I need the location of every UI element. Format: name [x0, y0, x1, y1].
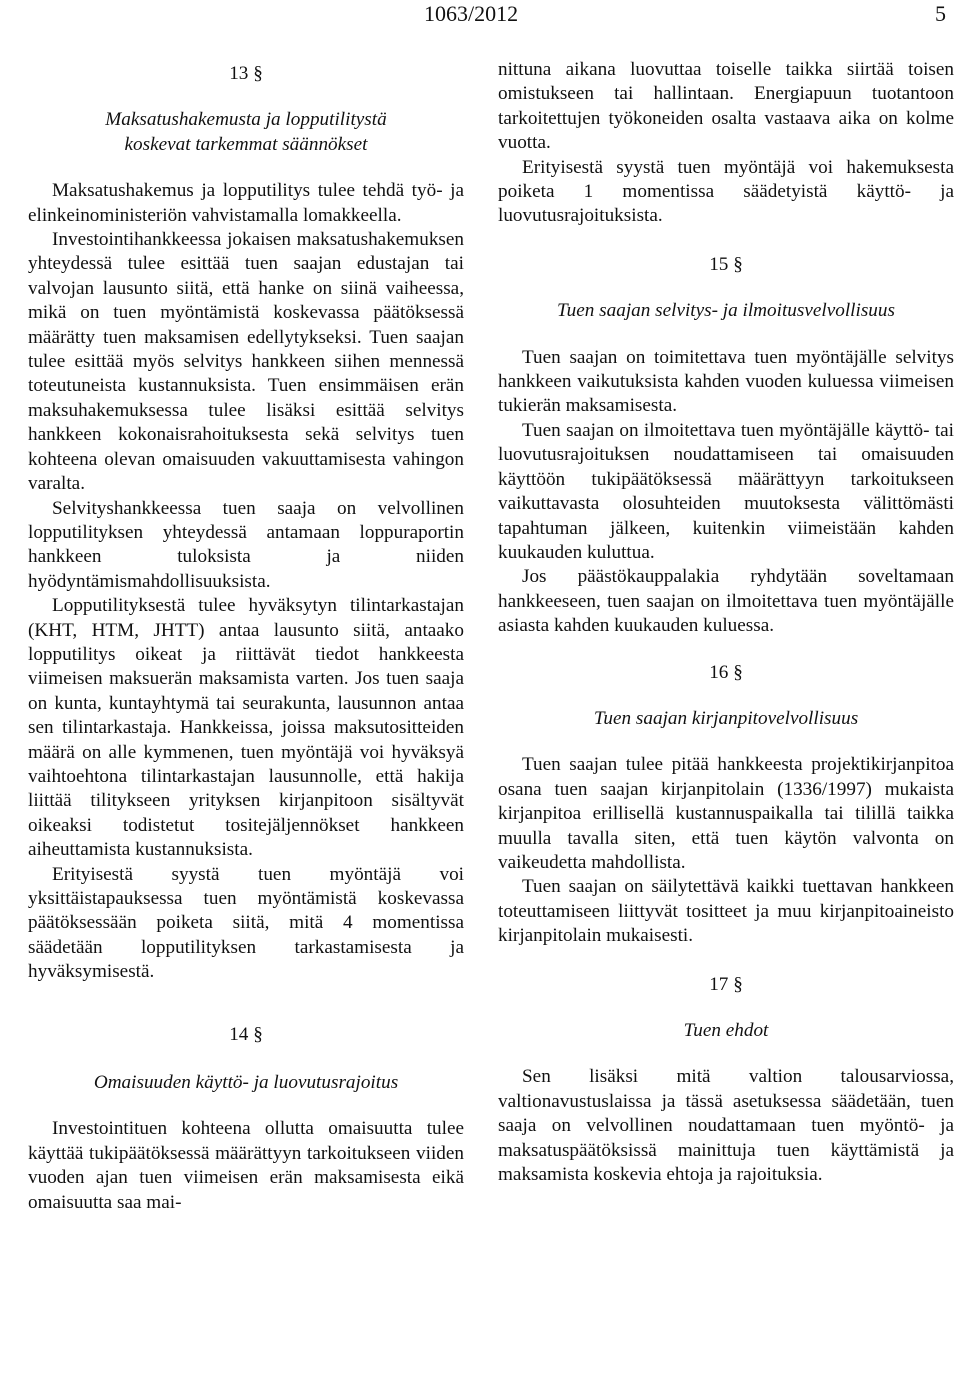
section-17-number: 17 § [709, 973, 743, 995]
section-15-paragraph: Tuen saajan on ilmoitettava tuen myöntäjälle käyttö- tai luovutusrajoituksen noudattamiseen tai omaisuuden käyttöön tukipäätöksessä määrättyyn tarkoitukseen vaikuttavasta olosuhteiden muutoksesta välittömästi tapahtuman jälkeen, kuitenkin viimeistään kahden kuukauden kuluttua. [498, 419, 954, 563]
section-15-paragraph: Tuen saajan on toimitettava tuen myöntäjälle selvitys hankkeen vaikutuksista kahden vuoden kuluessa viimeisen tukierän maksamisesta. [498, 346, 954, 417]
section-15-number: 15 § [709, 253, 743, 275]
section-15-title: Tuen saajan selvitys- ja ilmoitusvelvollisuus [557, 300, 895, 322]
section-16-paragraph: Tuen saajan tulee pitää hankkeesta projektikirjanpitoa osana tuen saajan kirjanpitolain (1336/1997) mukaista kirjanpitoa erillisellä kustannuspaikalla tai tilillä taikka muulla tavalla siten, että tuen käytön valvonta on vaikeudetta mahdollista. [498, 754, 954, 873]
section-13-number: 13 § [229, 63, 263, 84]
section-17-title: Tuen ehdot [683, 1020, 769, 1041]
section-14-paragraph: Erityisestä syystä tuen myöntäjä voi hakemuksesta poiketa 1 momentissa säädetyistä käyttö- ja luovutusrajoituksista. [498, 156, 954, 227]
section-13-paragraph: Selvityshankkeessa tuen saaja on velvollinen lopputilityksen yhteydessä antamaan loppuraportin hankkeen tuloksista ja niiden hyödyntämismahdollisuuksista. [28, 497, 464, 592]
section-16-number: 16 § [709, 661, 743, 683]
section-14-paragraph-continued: nittuna aikana luovuttaa toiselle taikka siirtää toisen omistukseen tai hallintaan. Energiapuun tuotantoon tarkoitettujen työkoneiden osalta vastaava aika on kolme vuotta. [498, 59, 954, 154]
section-13-paragraph: Investointihankkeessa jokaisen maksatushakemuksen yhteydessä tulee esittää tuen saajan edustajan tai valvojan lausunto siitä, että hanke on siinä vaiheessa, mikä on tuen myöntämistä koskevassa päätöksessä määrätty tuen maksamisen edellytykseksi. Tuen saajan tulee esittää myös selvitys hankkeen siihen mennessä toteutuneista kustannuksista. Tuen ensimmäisen erän maksuhakemuksessa tulee lisäksi esittää selvitys hankkeen kokonaisrahoituksesta sekä selvitys tuen kohteena olevan omaisuuden vakuuttamisesta vahingon varalta. [28, 229, 464, 495]
section-16-paragraph: Tuen saajan on säilytettävä kaikki tuettavan hankkeen toteuttamiseen liittyvät tositteet ja muu kirjanpitoaineisto kirjanpitolain mukaisesti. [498, 876, 954, 947]
section-14-title: Omaisuuden käyttö- ja luovutusrajoitus [93, 1072, 399, 1094]
section-13-title-line-2: koskevat tarkemmat säännökset [124, 133, 368, 155]
section-13-paragraph: Maksatushakemus ja lopputilitys tulee tehdä työ- ja elinkeinoministeriön vahvistamalla lomakkeella. [28, 180, 464, 226]
document-number: 1063/2012 [424, 1, 519, 26]
section-14-paragraph: Investointituen kohteena ollutta omaisuutta tulee käyttää tukipäätöksessä määrättyyn tarkoitukseen viiden vuoden ajan tuen viimeisen erän maksamisesta eikä omaisuutta saa mai- [28, 1118, 464, 1213]
section-13-paragraph: Lopputilityksestä tulee hyväksytyn tilintarkastajan (KHT, HTM, JHTT) antaa lausunto siitä, antaako lopputilitys oikeat ja riittävät tiedot hankkeesta viimeisen maksuerän maksamista varten. Jos tuen saaja on kunta, kuntayhtymä tai seurakunta, lausunnon antaa sen tilintarkastaja. Hankkeissa, joissa maksutositteiden määrä on alle kymmenen, tuen myöntäjä voi hyväksyä vaihtoehtona tilintarkastajan lausunnolle, että hakija liittää tilitykseen yrityksen kirjanpitoon sisältyvät oikeaksi todistetut tositejäljennökset hankkeen aiheuttamista kustannuksista. [28, 595, 464, 861]
section-15-paragraph: Jos päästökauppalakia ryhdytään soveltamaan hankkeeseen, tuen saajan on ilmoitettava tuen myöntäjälle asiasta kahden kuukauden kuluessa. [498, 566, 954, 637]
section-14-number: 14 § [229, 1023, 263, 1045]
page-number: 5 [935, 1, 946, 26]
section-16-title: Tuen saajan kirjanpitovelvollisuus [593, 707, 859, 729]
right-column [498, 58, 954, 1187]
section-13-paragraph: Erityisestä syystä tuen myöntäjä voi yksittäistapauksessa tuen myöntämistä koskevassa päätöksessään poiketa siitä, mitä 4 momentissa säädetään lopputilityksen tarkastamisesta ja hyväksymisestä. [28, 863, 464, 983]
section-13-title-line-1: Maksatushakemusta ja lopputilitystä [105, 109, 387, 131]
left-column [28, 58, 464, 1215]
section-17-paragraph: Sen lisäksi mitä valtion talousarviossa, valtionavustuslaissa ja tässä asetuksessa säädetään, tuen saaja on velvollinen noudattamaan tuen myöntö- ja maksatuspäätöksissä mainittuja tuen käyttämistä ja maksamista koskevia ehtoja ja rajoituksia. [498, 1066, 954, 1186]
page-header [0, 0, 960, 30]
